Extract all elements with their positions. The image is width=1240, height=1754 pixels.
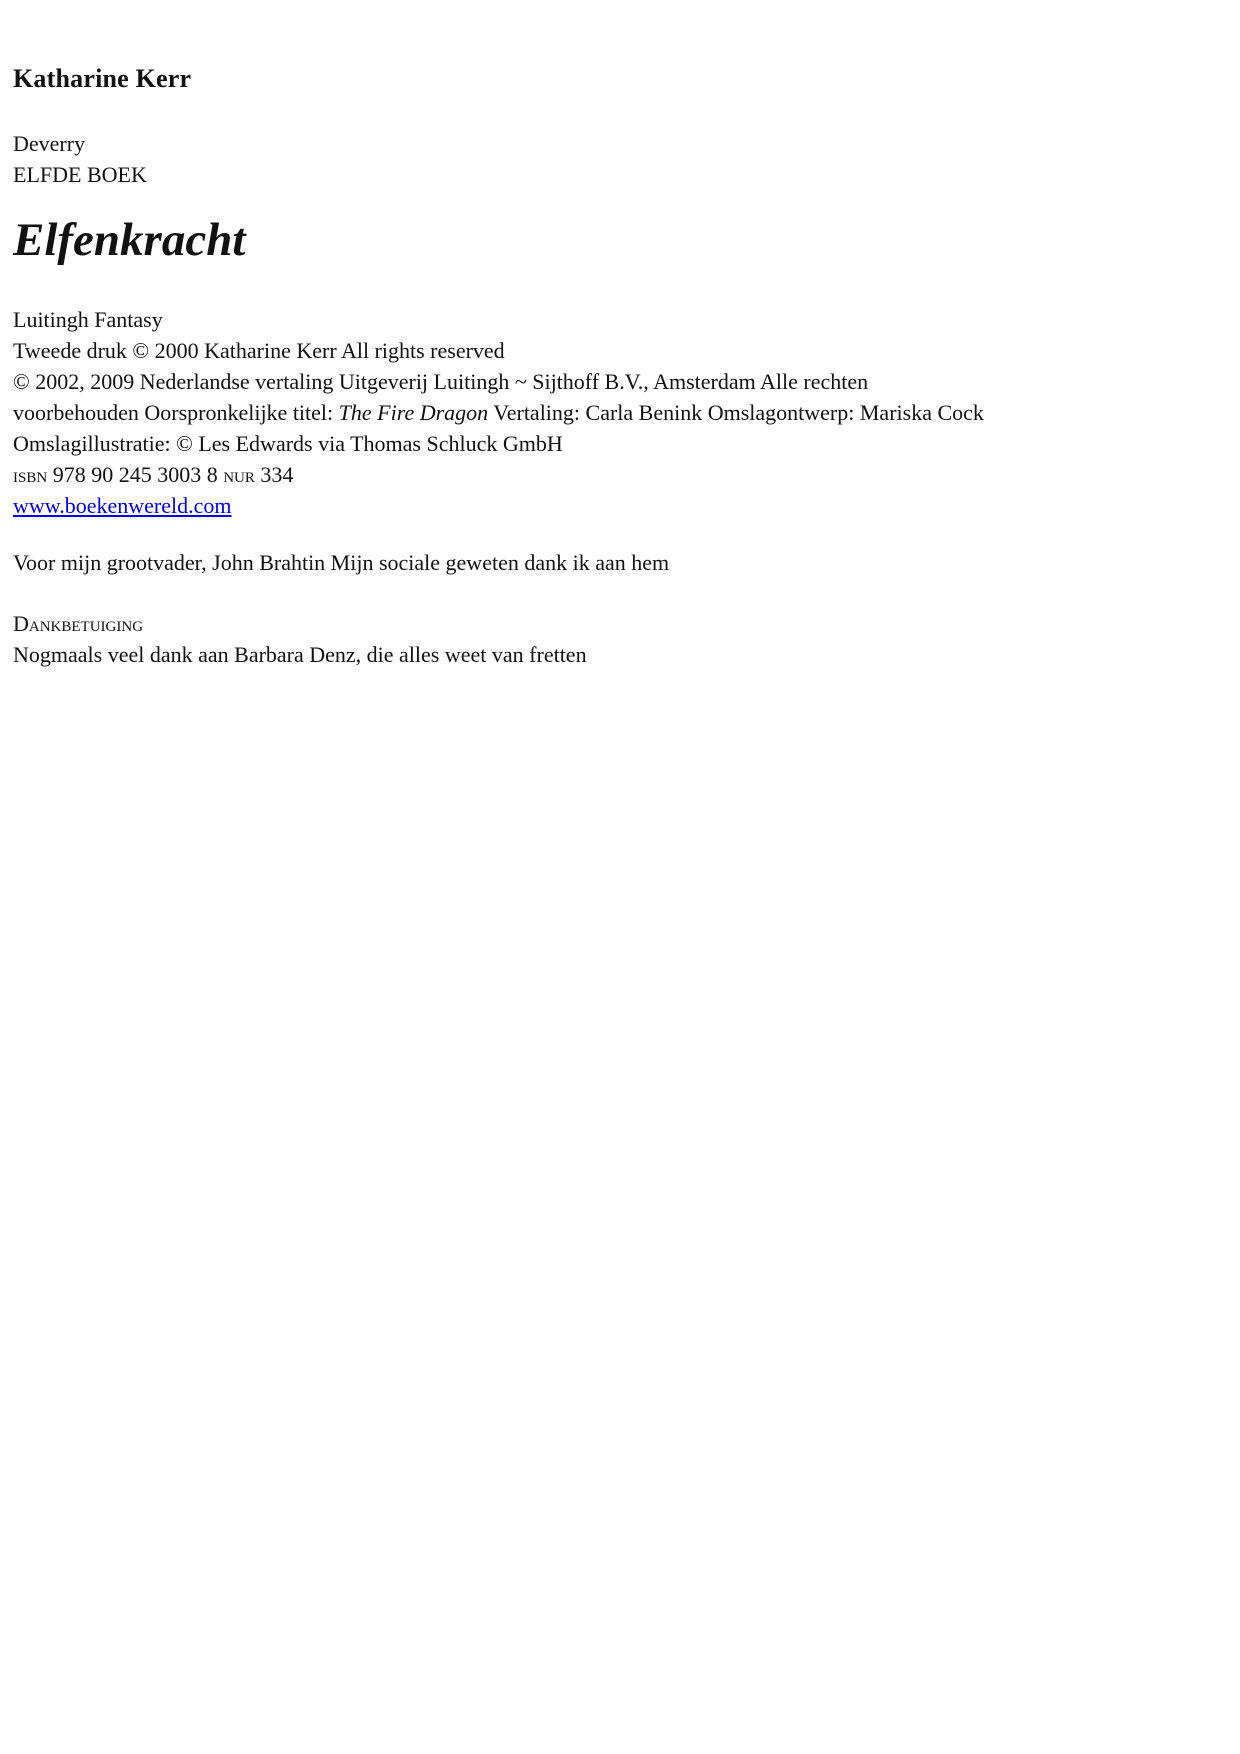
edition-line: Tweede druk © 2000 Katharine Kerr All rights reserved xyxy=(13,338,505,363)
series-volume: ELFDE BOEK xyxy=(13,162,147,187)
copyright-line: © 2002, 2009 Nederlandse vertaling Uitgeverij Luitingh ~ Sijthoff B.V., Amsterdam Alle rechten xyxy=(13,369,869,394)
isbn-value: 978 90 245 3003 8 xyxy=(47,462,224,487)
acknowledgement-text: Nogmaals veel dank aan Barbara Denz, die alles weet van fretten xyxy=(13,642,587,667)
nur-value: 334 xyxy=(254,462,294,487)
acknowledgement-heading: Dankbetuiging xyxy=(13,611,144,636)
dedication-text: Voor mijn grootvader, John Brahtin Mijn sociale geweten dank ik aan hem xyxy=(13,550,670,575)
author-name: Katharine Kerr xyxy=(13,64,192,93)
book-title: Elfenkracht xyxy=(13,214,246,266)
rights-line xyxy=(13,397,1210,428)
acknowledgement-block xyxy=(13,608,1210,670)
isbn-label: isbn xyxy=(13,462,48,487)
series-block xyxy=(13,128,1210,190)
nur-label: nur xyxy=(223,462,255,487)
isbn-line xyxy=(13,459,1210,490)
illustration-line: Omslagillustratie: © Les Edwards via Thomas Schluck GmbH xyxy=(13,431,563,456)
colophon-block xyxy=(13,304,1210,521)
series-name: Deverry xyxy=(13,131,86,156)
rights-line-prefix: voorbehouden Oorspronkelijke titel: xyxy=(13,400,339,425)
website-line xyxy=(13,490,1210,521)
rights-line-suffix: Vertaling: Carla Benink Omslagontwerp: Mariska Cock xyxy=(488,400,984,425)
original-title: The Fire Dragon xyxy=(338,400,489,425)
website-link[interactable]: www.boekenwereld.com xyxy=(13,493,232,518)
imprint-line: Luitingh Fantasy xyxy=(13,307,163,332)
